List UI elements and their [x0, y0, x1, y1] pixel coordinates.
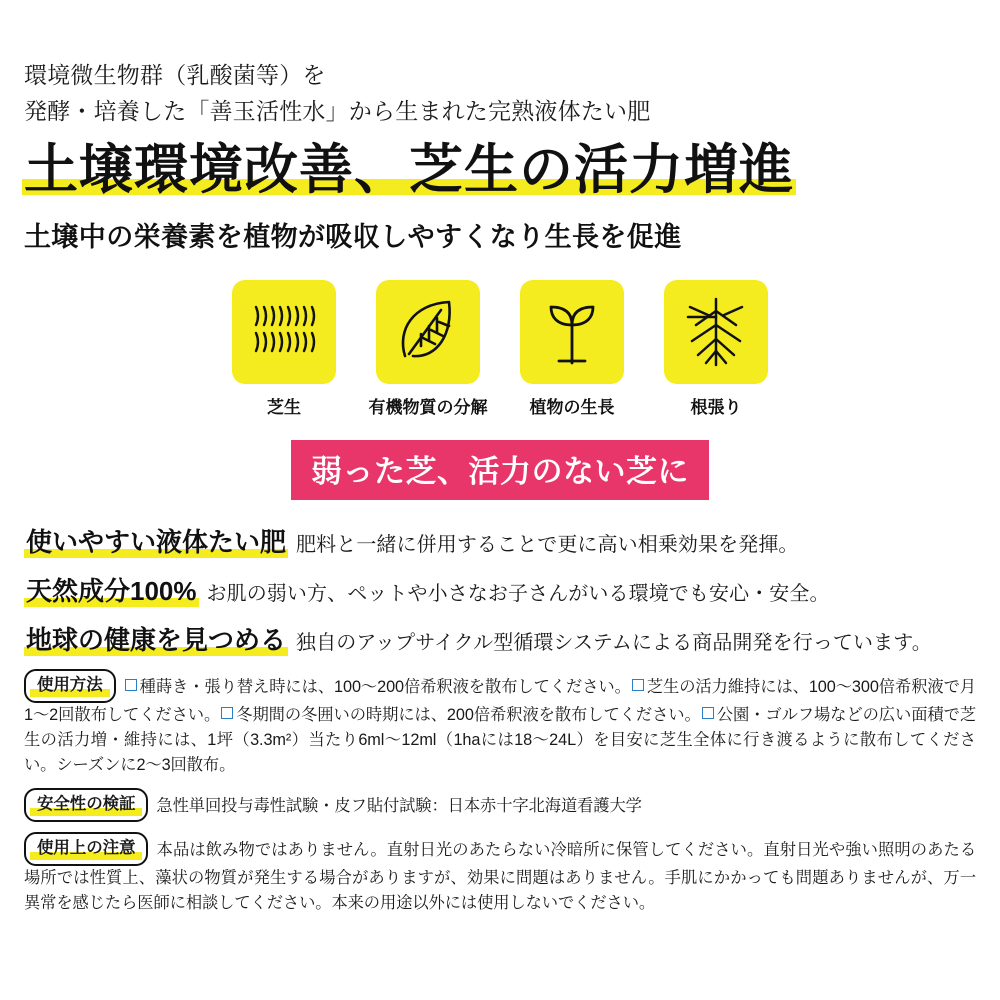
benefit-label: 根張り: [690, 398, 742, 418]
headline-container: [24, 140, 976, 205]
section-tag-usage: 使用方法: [24, 669, 116, 703]
promo-banner: 弱った芝、活力のない芝に: [291, 440, 709, 500]
section-usage: [24, 669, 976, 777]
feature-item: [24, 522, 976, 559]
intro-line-1: 環境微生物群（乳酸菌等）を: [24, 62, 326, 88]
bullet-square-icon: [702, 707, 714, 719]
sprout-growth-icon: [520, 280, 624, 384]
cautions-text: 本品は飲み物ではありません。直射日光のあたらない冷暗所に保管してください。直射日光や強い照明のあたる場所では性質上、藻状の物質が発生する場合がありますが、効果に問題はありません。手肌にかかっても問題ありませんが、万一異常を感じたら医師に相談してください。本来の用途以外には使用しないでください。: [24, 840, 976, 912]
intro-text: [24, 0, 976, 129]
usage-text-4: 公園・ゴルフ場などの広い面積で芝生の活力増・維持には、1坪（3.3m²）当たり6ml〜12ml（1haには18〜24L）を目安に芝生全体に行き渡るように散布してください。シーズンに2〜3回散布。: [24, 706, 977, 774]
benefit-item-growth: [513, 280, 631, 418]
banner-row: [24, 440, 976, 500]
safety-text: 急性単回投与毒性試験・皮フ貼付試験：日本赤十字北海道看護大学: [156, 796, 642, 815]
usage-text-2: 芝生の活力維持には、100〜300倍希釈液で月1〜2回散布してください。: [24, 678, 976, 725]
benefit-item-roots: [657, 280, 775, 418]
feature-list: [24, 522, 976, 657]
section-tag-safety: 安全性の検証: [24, 788, 148, 822]
feature-lead: 使いやすい液体たい肥: [26, 527, 287, 558]
feature-tail: お肌の弱い方、ペットや小さなお子さんがいる環境でも安心・安全。: [206, 583, 830, 606]
feature-tail: 肥料と一緒に併用することで更に高い相乗効果を発揮。: [296, 534, 799, 557]
benefit-label: 有機物質の分解: [368, 398, 488, 418]
benefit-label: 芝生: [267, 398, 301, 418]
feature-item: [24, 620, 976, 657]
section-safety: [24, 788, 976, 822]
feature-tail: 独自のアップサイクル型循環システムによる商品開発を行っています。: [296, 632, 932, 655]
intro-line-2: 発酵・培養した「善玉活性水」から生まれた完熟液体たい肥: [24, 97, 651, 124]
bullet-square-icon: [632, 679, 644, 691]
usage-text-1: 種蒔き・張り替え時には、100〜200倍希釈液を散布してください。: [139, 678, 631, 697]
usage-text-3: 冬期間の冬囲いの時期には、200倍希釈液を散布してください。: [236, 706, 701, 725]
subheadline: 土壌中の栄養素を植物が吸収しやすくなり生長を促進: [24, 222, 682, 253]
headline: [24, 140, 794, 201]
feature-item: [24, 571, 976, 608]
bullet-square-icon: [125, 679, 137, 691]
section-tag-cautions: 使用上の注意: [24, 832, 148, 866]
benefit-icon-row: [24, 280, 976, 418]
benefit-label: 植物の生長: [529, 398, 615, 418]
feature-lead: 天然成分100%: [26, 576, 197, 607]
feature-lead: 地球の健康を見つめる: [26, 625, 287, 656]
section-cautions: [24, 832, 976, 916]
leaf-decompose-icon: [376, 280, 480, 384]
headline-text: 土壌環境改善、芝生の活力増進: [24, 140, 794, 201]
benefit-item-decompose: [369, 280, 487, 418]
benefit-item-grass: [225, 280, 343, 418]
root-spread-icon: [664, 280, 768, 384]
grass-icon: [232, 280, 336, 384]
bullet-square-icon: [221, 707, 233, 719]
